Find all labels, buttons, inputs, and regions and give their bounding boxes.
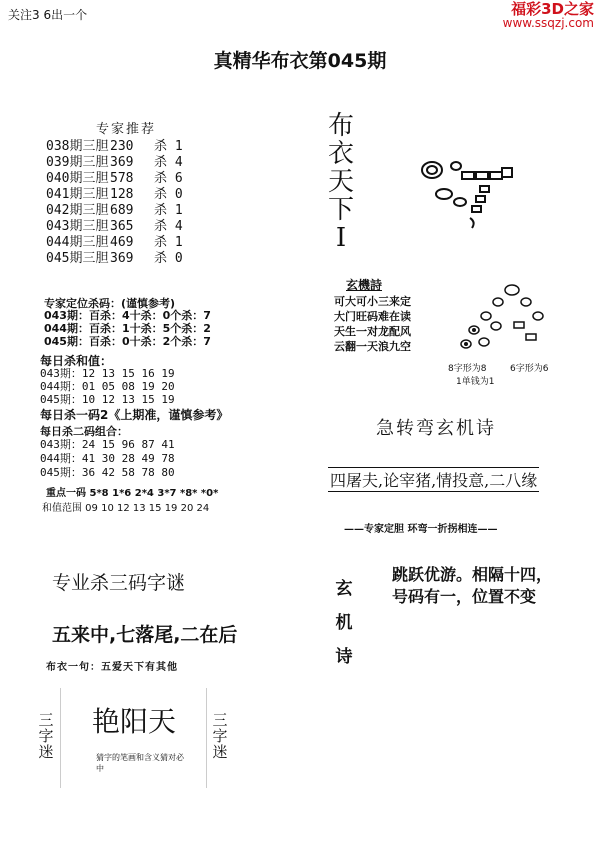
kill-row — [46, 235, 183, 251]
sum-range-line: 和值范围 09 10 12 13 15 19 20 24 — [42, 503, 210, 514]
list-item: 043期：12 13 15 16 19 — [40, 367, 175, 380]
kill-nums: 469 — [110, 235, 134, 250]
bowl-figure-illustration — [452, 276, 548, 362]
riddle-hint: 猜字的笔画和含义猜对必中 — [96, 753, 184, 773]
kill-value: 杀 4 — [154, 219, 183, 234]
brain-teaser-text: 四屠夫,论宰猪,情投意,二八缘 — [328, 467, 539, 492]
coin-figure-illustration — [410, 150, 520, 234]
kill-issue: 038期三胆 — [46, 139, 109, 154]
expert-banner: ——专家定胆 环弯一折拐相连—— — [344, 524, 498, 535]
kill-sum-list — [40, 367, 175, 406]
poem-line: 可大可小三来定 — [334, 295, 411, 308]
riddle-big-word: 艳阳天 — [92, 705, 177, 738]
list-item: 044期：01 05 08 19 20 — [40, 380, 175, 393]
focus-code-line: 重点一码 5*8 1*6 2*4 3*7 *8* *0* — [46, 488, 219, 499]
xuanji-line: 号码有一，位置不变 — [392, 587, 537, 606]
kill-nums: 689 — [110, 203, 134, 218]
kill-issue: 044期三胆 — [46, 235, 109, 250]
riddle-text: 五来中,七落尾,二在后 — [52, 624, 238, 646]
kill-row — [46, 203, 183, 219]
side-label-right: 三字迷 — [212, 711, 228, 761]
poem-line: 大门旺码难在读 — [334, 310, 411, 323]
site-brand[interactable] — [472, 2, 594, 30]
kill-sum-title: 每日杀和值： — [40, 354, 113, 368]
kill-value: 杀 6 — [154, 171, 183, 186]
xuanji-text — [392, 564, 552, 608]
kill-nums: 369 — [110, 251, 134, 266]
kill-row — [46, 219, 183, 235]
kill-one-code-title: 每日杀一码2《上期准，谨慎参考》 — [40, 408, 229, 422]
kill-issue: 045期三胆 — [46, 251, 109, 266]
kill-nums: 128 — [110, 187, 134, 202]
list-item: 044期：41 30 28 49 78 — [40, 452, 175, 465]
kill-value: 杀 1 — [154, 203, 183, 218]
kill-nums: 230 — [110, 139, 134, 154]
kill-row — [46, 155, 183, 171]
kill-nums: 578 — [110, 171, 134, 186]
position-kill-title: 专家定位杀码：(谨慎参考) — [44, 297, 176, 310]
kill-value: 杀 1 — [154, 139, 183, 154]
xuanji-line: 跳跃优游。相隔十四， — [392, 565, 553, 584]
list-item: 043期：百杀：4十杀：0个杀：7 — [44, 309, 211, 322]
list-item: 045期：百杀：0十杀：2个杀：7 — [44, 335, 211, 348]
page-title: 真精华布衣第045期 — [213, 50, 387, 72]
expert-recommend-title: 专家推荐 — [96, 122, 157, 137]
bowl-caption: 6字形为6 — [510, 364, 549, 374]
kill-two-code-list — [40, 438, 175, 480]
kill-row — [46, 187, 183, 203]
bowl-figure-svg — [452, 276, 548, 358]
brain-teaser-title: 急转弯玄机诗 — [376, 418, 496, 439]
buyi-line: 布衣一句：五爱天下有其他 — [46, 662, 178, 673]
kill-value: 杀 1 — [154, 235, 183, 250]
poem-lines — [334, 294, 411, 354]
kill-row — [46, 139, 183, 155]
side-label-left: 三字迷 — [38, 711, 54, 761]
kill-issue: 042期三胆 — [46, 203, 109, 218]
kill-list — [46, 139, 183, 267]
riddle-title: 专业杀三码字谜 — [52, 572, 186, 594]
buyi-vertical-title: 布衣天下I — [327, 111, 354, 253]
bowl-caption: 8字形为8 — [448, 364, 487, 374]
poem-line: 云翻一天浪九空 — [334, 340, 411, 353]
kill-issue: 039期三胆 — [46, 155, 109, 170]
kill-value: 杀 0 — [154, 251, 183, 266]
bowl-caption: 1单钱为1 — [456, 377, 495, 387]
divider — [206, 688, 207, 788]
kill-issue: 041期三胆 — [46, 187, 109, 202]
list-item: 045期：36 42 58 78 80 — [40, 466, 175, 479]
kill-row — [46, 171, 183, 187]
brand-url[interactable]: www.ssqzj.com — [502, 16, 594, 30]
kill-value: 杀 0 — [154, 187, 183, 202]
list-item: 045期：10 12 13 15 19 — [40, 393, 175, 406]
kill-nums: 369 — [110, 155, 134, 170]
poem-line: 天生一对龙配风 — [334, 325, 411, 338]
brand-name[interactable]: 福彩3D之家 — [511, 0, 594, 18]
position-kill-list — [44, 309, 211, 348]
top-note: 关注3 6出一个 — [8, 8, 88, 22]
poem-title: 玄機詩 — [346, 278, 383, 292]
kill-nums: 365 — [110, 219, 134, 234]
xuanji-vertical-title: 玄机诗 — [335, 579, 353, 667]
kill-issue: 043期三胆 — [46, 219, 109, 234]
kill-issue: 040期三胆 — [46, 171, 109, 186]
list-item: 043期：24 15 96 87 41 — [40, 438, 175, 451]
kill-value: 杀 4 — [154, 155, 183, 170]
list-item: 044期：百杀：1十杀：5个杀：2 — [44, 322, 211, 335]
coin-figure-svg — [410, 150, 520, 230]
kill-two-code-title: 每日杀二码组合： — [40, 425, 128, 438]
kill-row — [46, 251, 183, 267]
